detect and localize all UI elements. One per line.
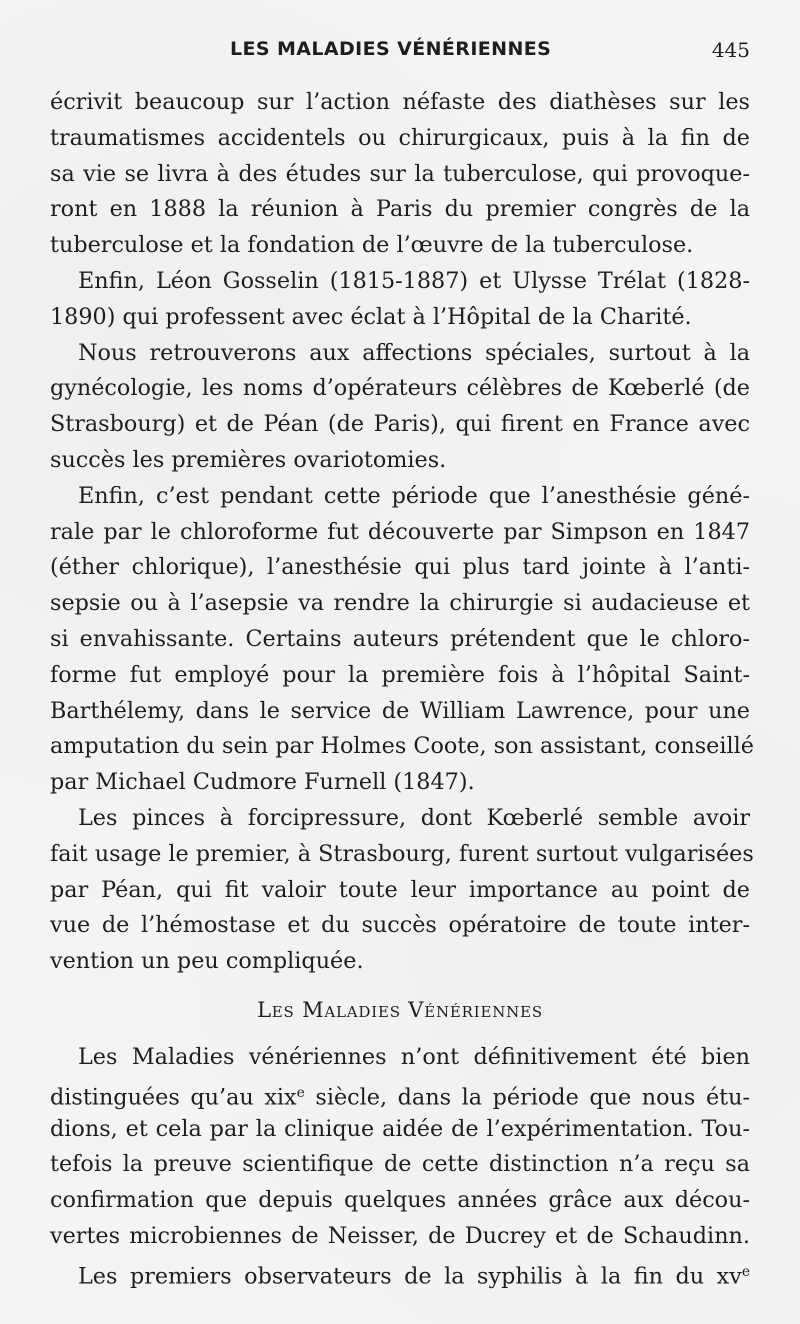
text-line: Nous retrouverons aux affections spéciales, surtout à la <box>78 339 750 366</box>
text-line: Enfin, Léon Gosselin (1815-1887) et Ulysse Trélat (1828- <box>78 267 750 294</box>
running-title: LES MALADIES VÉNÉRIENNES <box>230 38 552 60</box>
text-line: par Péan, qui fit valoir toute leur importance au point de <box>50 876 750 903</box>
paragraph-5 <box>50 801 754 980</box>
text-line: rale par le chloroforme fut découverte par Simpson en 1847 <box>50 518 750 545</box>
text-line <box>50 1076 750 1112</box>
text-line: tuberculose et la fondation de l’œuvre de la tuberculose. <box>50 232 694 259</box>
text-line: écrivit beaucoup sur l’action néfaste des diathèses sur les <box>50 89 750 115</box>
paragraph-2 <box>50 264 750 336</box>
paragraph-4 <box>50 479 754 801</box>
section-title: Les Maladies Vénériennes <box>257 998 543 1022</box>
running-head <box>50 36 750 66</box>
text-line <box>50 1255 750 1291</box>
superscript: e <box>741 1263 750 1280</box>
section-text <box>50 1040 750 1291</box>
text-line: forme fut employé pour la première fois à l’hôpital Saint- <box>50 661 750 688</box>
text-fragment: Les premiers observateurs de la syphilis à la fin du xv <box>78 1263 742 1290</box>
text-line: vention un peu compliquée. <box>50 948 364 975</box>
superscript: e <box>296 1084 305 1101</box>
text-line: Strasbourg) et de Péan (de Paris), qui firent en France avec <box>50 411 750 438</box>
text-line: Les pinces à forcipressure, dont Kœberlé semble avoir <box>78 804 750 831</box>
text-line: amputation du sein par Holmes Coote, son assistant, conseillé <box>50 733 754 760</box>
text-line: si envahissante. Certains auteurs prétendent que le chloro- <box>50 625 750 652</box>
text-line: (éther chlorique), l’anesthésie qui plus tard jointe à l’anti- <box>50 554 750 581</box>
text-line: Enfin, c’est pendant cette période que l’anesthésie géné- <box>78 482 750 509</box>
text-line: gynécologie, les noms d’opérateurs célèbres de Kœberlé (de <box>50 375 750 402</box>
text-line: Les Maladies vénériennes n’ont définitivement été bien <box>78 1044 750 1070</box>
text-line: 1890) qui professent avec éclat à l’Hôpital de la Charité. <box>50 303 692 330</box>
text-line: succès les premières ovariotomies. <box>50 446 447 473</box>
paragraph-1 <box>50 85 750 264</box>
text-line: traumatismes accidentels ou chirurgicaux, puis à la fin de <box>50 124 750 151</box>
text-line: fait usage le premier, à Strasbourg, furent surtout vulgarisées <box>50 840 754 867</box>
text-line: tefois la preuve scientifique de cette distinction n’a reçu sa <box>50 1151 750 1178</box>
main-text <box>50 85 754 980</box>
text-line: sepsie ou à l’asepsie va rendre la chirurgie si audacieuse et <box>50 590 750 617</box>
text-line: vertes microbiennes de Neisser, de Ducrey et de Schaudinn. <box>50 1222 750 1249</box>
text-line: Barthélemy, dans le service de William Lawrence, pour une <box>50 697 750 724</box>
text-line: dions, et cela par la clinique aidée de l’expérimentation. Tou- <box>50 1115 750 1142</box>
paragraph-3 <box>50 336 750 479</box>
text-line: sa vie se livra à des études sur la tuberculose, qui provoque- <box>50 160 750 187</box>
text-fragment: distinguées qu’au xix <box>50 1084 297 1111</box>
text-fragment: siècle, dans la période que nous étu- <box>304 1084 750 1111</box>
text-line: confirmation que depuis quelques années grâce aux décou- <box>50 1187 750 1214</box>
text-line: vue de l’hémostase et du succès opératoire de toute inter- <box>50 912 750 939</box>
page-number: 445 <box>711 38 750 62</box>
text-line: ront en 1888 la réunion à Paris du premier congrès de la <box>50 196 750 223</box>
text-line: par Michael Cudmore Furnell (1847). <box>50 769 475 796</box>
